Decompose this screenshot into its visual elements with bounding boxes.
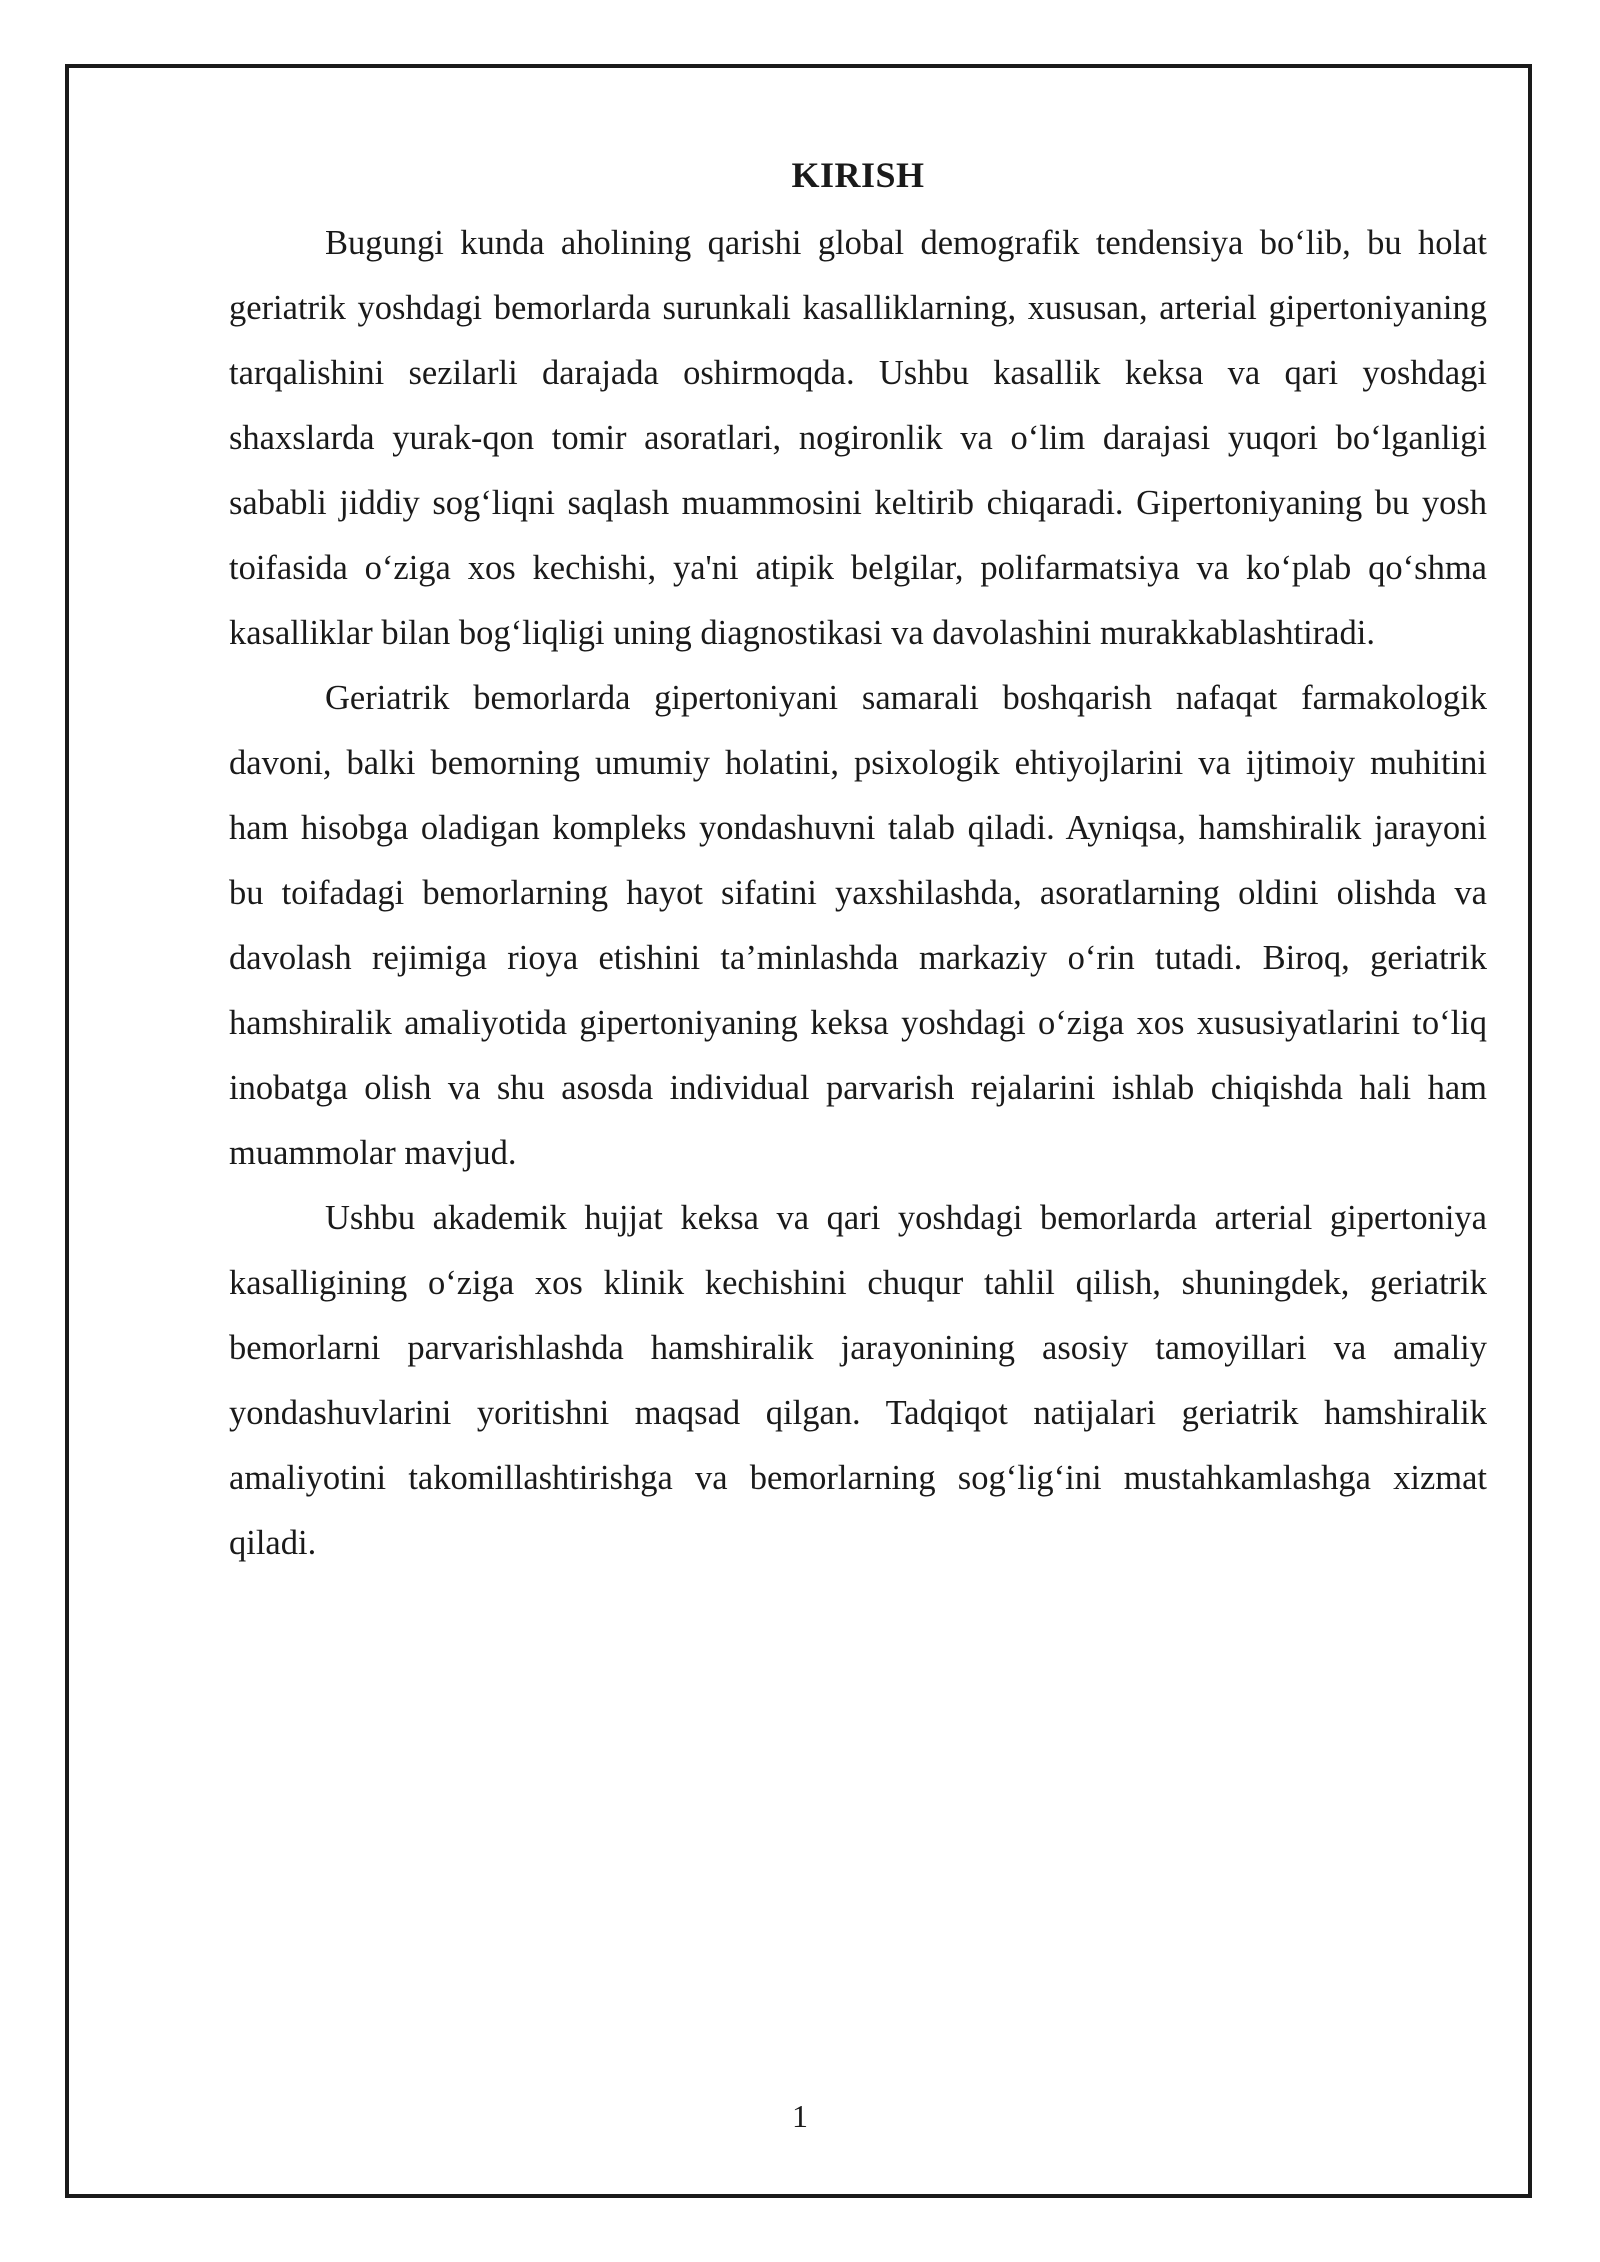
paragraph-3: Ushbu akademik hujjat keksa va qari yoshdagi bemorlarda arterial gipertoniya kasalligining o‘ziga xos klinik kechishini chuqur tahlil qilish, shuningdek, geriatrik bemorlarni parvarishlashda hamshiralik jarayonining asosiy tamoyillari va amaliy yondashuvlarini yoritishni maqsad qilgan. Tadqiqot natijalari geriatrik hamshiralik amaliyotini takomillashtirishga va bemorlarning sog‘lig‘ini mustahkamlashga xizmat qiladi. bbox=[229, 1199, 1487, 1562]
paragraph-1: Bugungi kunda aholining qarishi global demografik tendensiya bo‘lib, bu holat geriatrik yoshdagi bemorlarda surunkali kasalliklarning, xususan, arterial gipertoniyaning tarqalishini sezilarli darajada oshirmoqda. Ushbu kasallik keksa va qari yoshdagi shaxslarda yurak-qon tomir asoratlari, nogironlik va o‘lim darajasi yuqori bo‘lganligi sababli jiddiy sog‘liqni saqlash muammosini keltirib chiqaradi. Gipertoniyaning bu yosh toifasida o‘ziga xos kechishi, ya'ni atipik belgilar, polifarmatsiya va ko‘plab qo‘shma kasalliklar bilan bog‘liqligi uning diagnostikasi va davolashini murakkablashtiradi. bbox=[229, 224, 1487, 652]
section-title: KIRISH bbox=[791, 155, 925, 195]
paragraph-2: Geriatrik bemorlarda gipertoniyani samarali boshqarish nafaqat farmakologik davoni, balki bemorning umumiy holatini, psixologik ehtiyojlarini va ijtimoiy muhitini ham hisobga oladigan kompleks yondashuvni talab qiladi. Ayniqsa, hamshiralik jarayoni bu toifadagi bemorlarning hayot sifatini yaxshilashda, asoratlarning oldini olishda va davolash rejimiga rioya etishini ta’minlashda markaziy o‘rin tutadi. Biroq, geriatrik hamshiralik amaliyotida gipertoniyaning keksa yoshdagi o‘ziga xos xususiyatlarini to‘liq inobatga olish va shu asosda individual parvarish rejalarini ishlab chiqishda hali ham muammolar mavjud. bbox=[229, 679, 1487, 1172]
document-body bbox=[229, 145, 1487, 1576]
page-number: 1 bbox=[792, 2098, 808, 2134]
